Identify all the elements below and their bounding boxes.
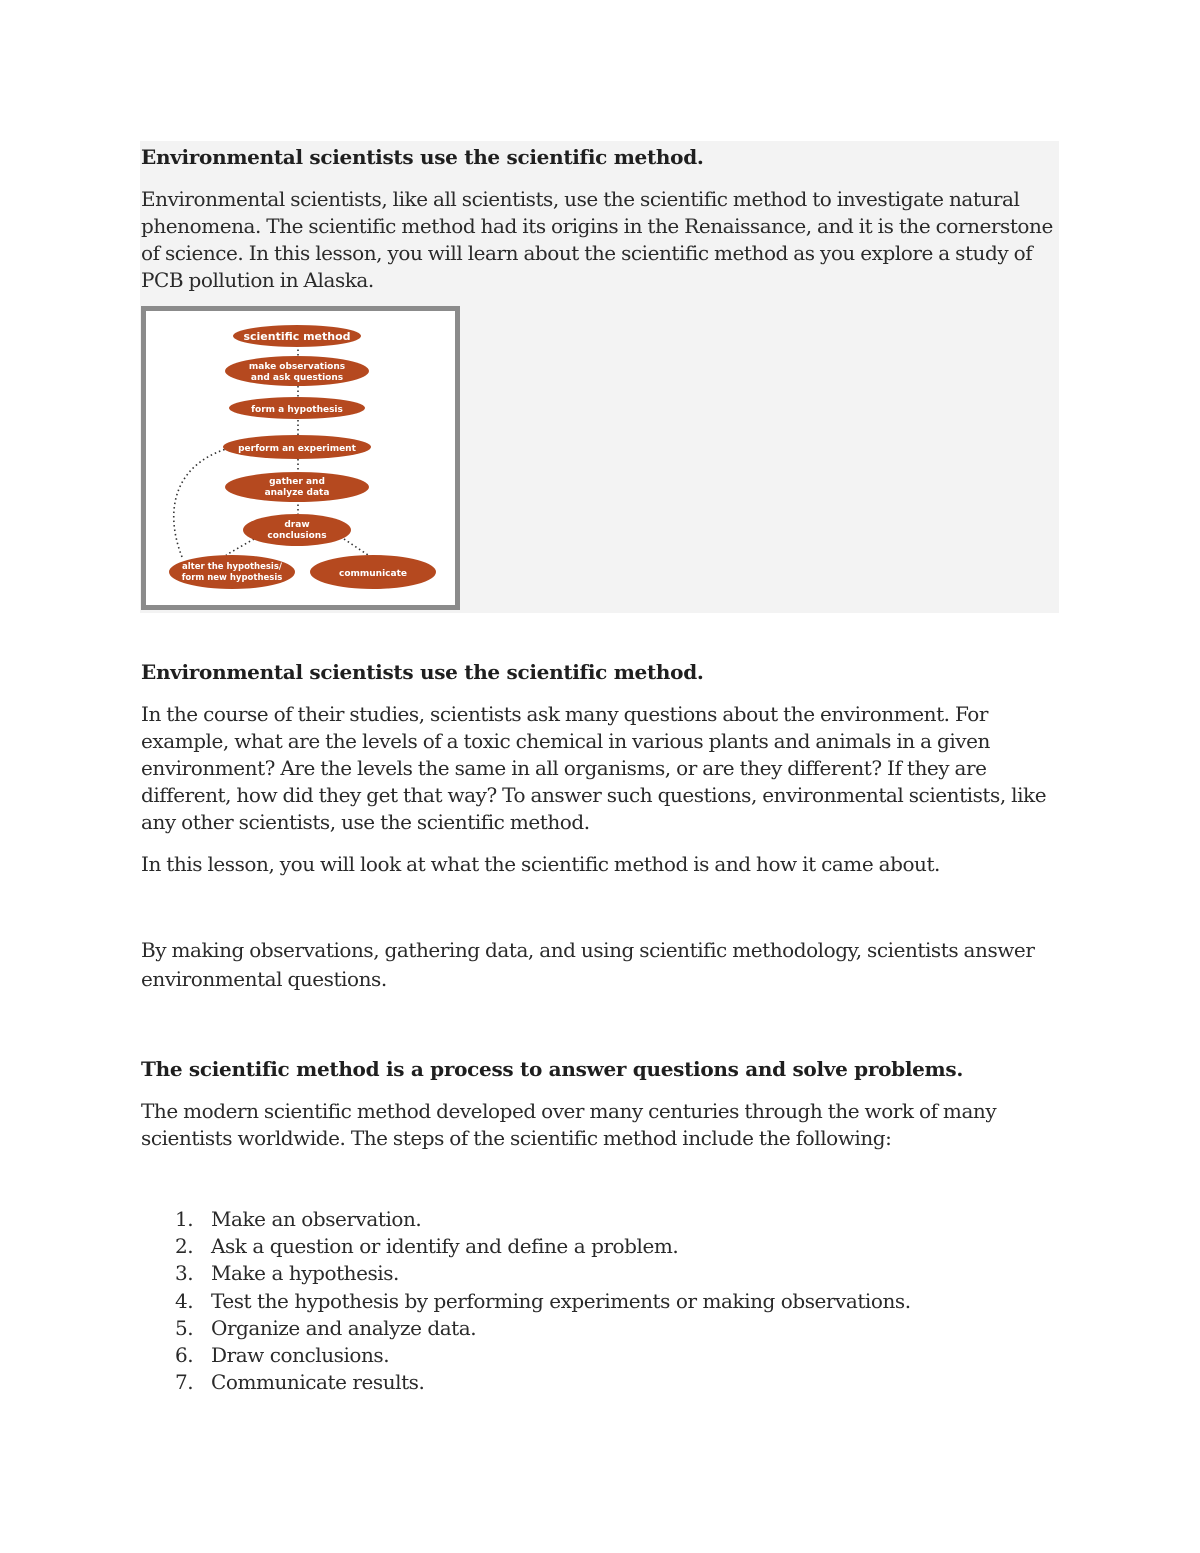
list-item — [141, 1342, 1059, 1369]
list-item-number: 7. — [175, 1370, 194, 1395]
list-item-number: 5. — [175, 1315, 194, 1340]
section-1 — [141, 144, 1059, 294]
list-item-number: 1. — [175, 1207, 194, 1231]
list-item-number: 6. — [175, 1343, 194, 1368]
node-draw-conclusions — [243, 514, 351, 546]
list-item — [141, 1288, 1059, 1315]
list-item-text: Test the hypothesis by performing experiments or making observations. — [211, 1288, 911, 1313]
list-item-text: Make a hypothesis. — [211, 1261, 399, 1286]
scientific-method-diagram — [141, 306, 460, 610]
node-label-communicate: communicate — [339, 569, 407, 579]
node-label-draw-2: conclusions — [267, 531, 327, 541]
section-2 — [141, 659, 1059, 878]
connector-to-communicate — [344, 539, 368, 555]
section-1-heading: Environmental scientists use the scientific method. — [141, 145, 704, 169]
node-label-hypothesis: form a hypothesis — [251, 405, 343, 415]
node-label-observe-2: and ask questions — [250, 373, 344, 383]
node-label-draw-1: draw — [284, 520, 310, 530]
list-item — [141, 1260, 1059, 1287]
list-item — [141, 1206, 1059, 1233]
connector-to-alter — [226, 539, 254, 555]
node-alter-hypothesis — [169, 555, 295, 589]
node-label-alter-2: form new hypothesis — [181, 573, 283, 583]
list-item-number: 2. — [175, 1234, 194, 1259]
node-label-experiment: perform an experiment — [238, 444, 356, 454]
diagram-svg — [146, 311, 455, 605]
list-item-text: Communicate results. — [211, 1370, 425, 1395]
section-2-paragraph-1: In the course of their studies, scientists ask many questions about the environment. For example, what are the levels of a toxic chemical in various plants and animals in a given environment? Are the levels the same in all organisms, or are they different? If they are different, how did they get that way? To answer such questions, environmental scientists, like any other scientists, use the scientific method. — [141, 702, 1047, 834]
section-1-paragraph: Environmental scientists, like all scientists, use the scientific method to investigate natural phenomena. The scientific method had its origins in the Renaissance, and it is the cornerstone of science. In this lesson, you will learn about the scientific method as you explore a study of PCB pollution in Alaska. — [141, 187, 1053, 292]
list-item — [141, 1315, 1059, 1342]
node-label-alter-1: alter the hypothesis/ — [182, 562, 282, 572]
section-2-paragraph-2: In this lesson, you will look at what the scientific method is and how it came about. — [141, 852, 940, 876]
node-label-gather-2: analyze data — [264, 488, 330, 498]
list-item — [141, 1233, 1059, 1260]
list-item-text: Draw conclusions. — [211, 1343, 390, 1368]
section-3 — [141, 1056, 1059, 1152]
loop-connector — [174, 449, 226, 557]
list-item-number: 3. — [175, 1261, 194, 1286]
steps-list — [141, 1206, 1059, 1396]
section-3-heading: The scientific method is a process to answer questions and solve problems. — [141, 1057, 964, 1081]
list-item-text: Ask a question or identify and define a problem. — [211, 1234, 679, 1259]
list-item — [141, 1369, 1059, 1396]
section-2-heading: Environmental scientists use the scientific method. — [141, 660, 704, 684]
list-item-text: Make an observation. — [211, 1207, 422, 1231]
caption-paragraph: By making observations, gathering data, and using scientific methodology, scientists answer environmental questions. — [141, 938, 1035, 991]
list-item-text: Organize and analyze data. — [211, 1315, 477, 1340]
list-item-number: 4. — [175, 1288, 194, 1313]
caption-block — [141, 936, 1059, 994]
node-label-title: scientific method — [243, 330, 351, 343]
section-3-paragraph: The modern scientific method developed over many centuries through the work of many scientists worldwide. The steps of the scientific method include the following: — [141, 1099, 997, 1150]
node-label-gather-1: gather and — [269, 477, 325, 487]
node-label-observe-1: make observations — [248, 362, 346, 372]
